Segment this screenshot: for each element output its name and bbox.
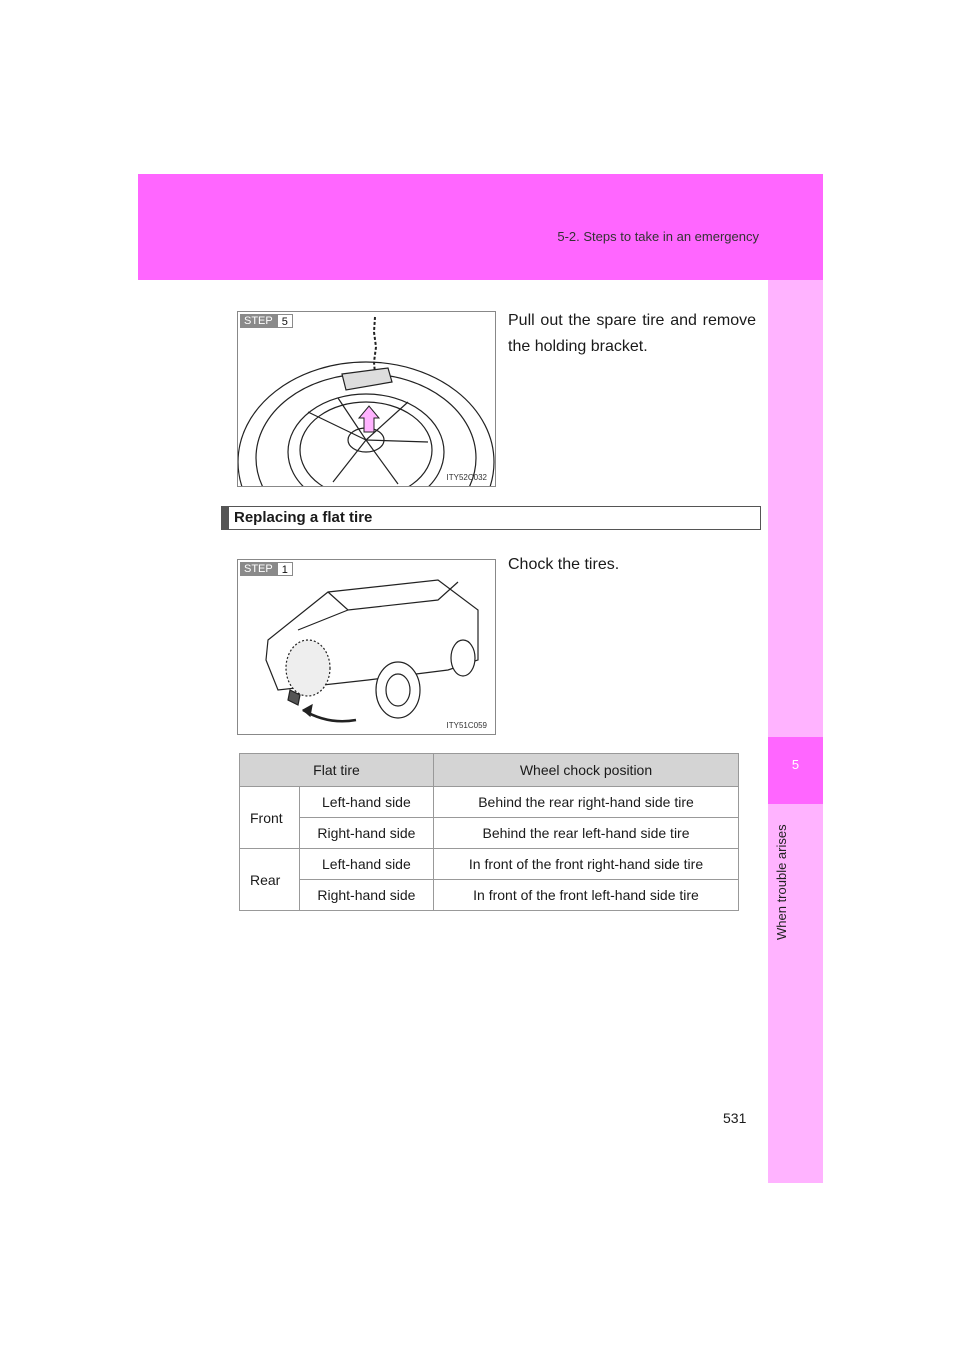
chock-tires-illustration: [237, 559, 496, 735]
chapter-side-tab: [768, 280, 823, 1183]
header-flat-tire: Flat tire: [240, 754, 434, 787]
side-cell: Right-hand side: [299, 880, 433, 911]
spare-tire-illustration: [237, 311, 496, 487]
side-cell: Left-hand side: [299, 787, 433, 818]
position-cell: In front of the front right-hand side tire: [434, 849, 739, 880]
heading-marker: [222, 507, 229, 529]
step1-instruction: Chock the tires.: [508, 556, 620, 573]
position-cell: Behind the rear right-hand side tire: [434, 787, 739, 818]
position-cell: Behind the rear left-hand side tire: [434, 818, 739, 849]
group-cell: Front: [240, 787, 300, 849]
section-heading: [221, 506, 761, 530]
section-heading-text: Replacing a flat tire: [234, 509, 373, 526]
table-row: [240, 787, 739, 818]
table-row: [240, 880, 739, 911]
step-badge: [240, 562, 293, 576]
step-badge: [240, 314, 293, 328]
chapter-title-vertical: [774, 810, 789, 940]
step-number: 1: [277, 562, 293, 576]
group-cell: Rear: [240, 849, 300, 911]
step-label: STEP: [240, 314, 277, 328]
chapter-number-tab: [768, 737, 823, 804]
image-code: ITY52C032: [446, 473, 487, 482]
position-cell: In front of the front left-hand side tire: [434, 880, 739, 911]
chapter-number: 5: [791, 757, 800, 772]
side-cell: Left-hand side: [299, 849, 433, 880]
table-row: [240, 849, 739, 880]
section-title: 5-2. Steps to take in an emergency: [557, 229, 759, 244]
header-chock-position: Wheel chock position: [434, 754, 739, 787]
page-number: 531: [723, 1110, 747, 1126]
step-label: STEP: [240, 562, 277, 576]
chapter-header: [138, 174, 823, 280]
step5-instruction: Pull out the spare tire and remove the holding bracket.: [508, 312, 756, 355]
side-cell: Right-hand side: [299, 818, 433, 849]
wheel-chock-table: [239, 753, 739, 911]
table-row: [240, 818, 739, 849]
step-number: 5: [277, 314, 293, 328]
chapter-title: When trouble arises: [774, 824, 789, 940]
image-code: ITY51C059: [446, 721, 487, 730]
spare-tire-drawing: [238, 312, 495, 486]
table-header-row: [240, 754, 739, 787]
vehicle-drawing: [238, 560, 495, 734]
